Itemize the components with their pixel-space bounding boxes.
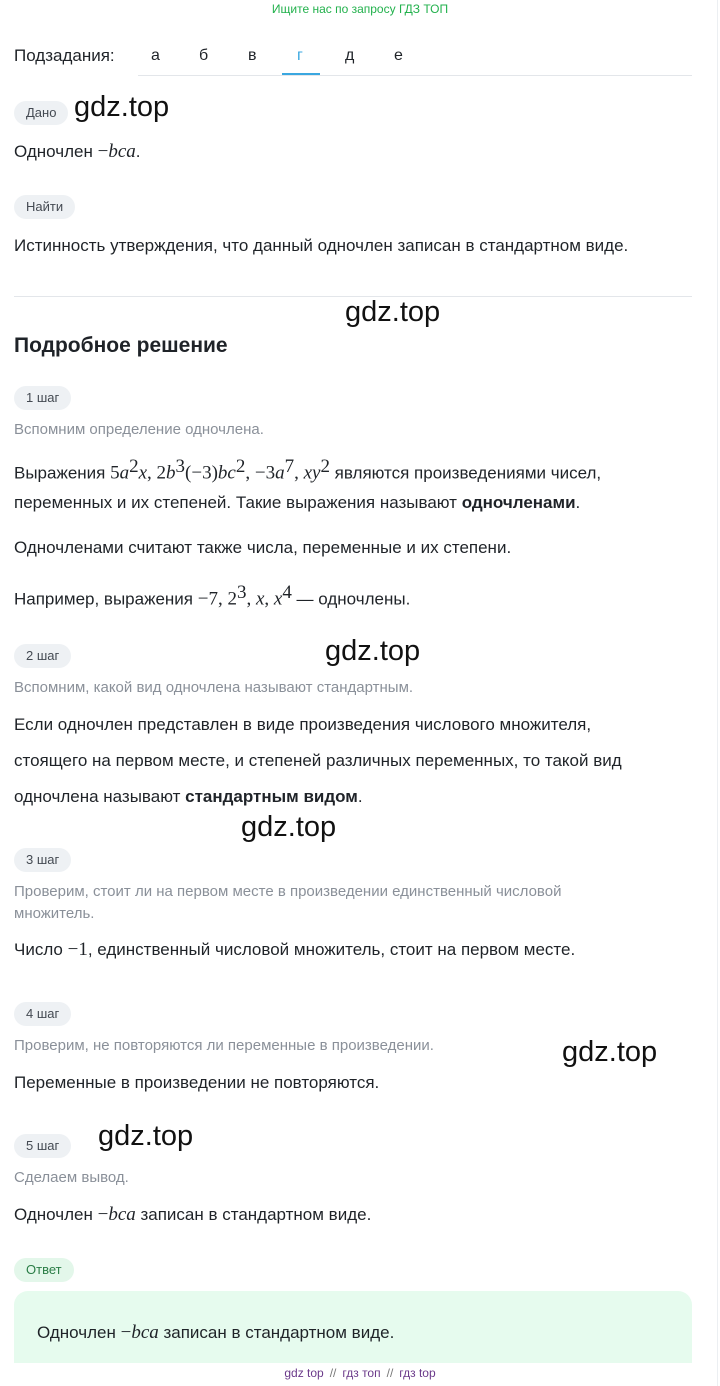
tab-g-active[interactable]: г xyxy=(297,47,303,64)
step-4-badge: 4 шаг xyxy=(14,1002,71,1026)
step-2-hint: Вспомним, какой вид одночлена называют стандартным. xyxy=(14,679,414,696)
step-2-badge: 2 шаг xyxy=(14,644,71,668)
given-badge: Дано xyxy=(14,101,68,125)
right-border xyxy=(717,0,718,1386)
subtasks-label: Подзадания: xyxy=(14,46,115,65)
step-1-hint: Вспомним определение одночлена. xyxy=(14,421,264,438)
watermark: gdz.top xyxy=(241,811,337,843)
footer-link-2[interactable]: гдз топ xyxy=(342,1366,381,1380)
tab-e[interactable]: е xyxy=(394,47,403,64)
step-2-line-1: Если одночлен представлен в виде произведения числового множителя, xyxy=(14,715,592,734)
step-5-badge: 5 шаг xyxy=(14,1134,71,1158)
given-text: Одночлен −bca. xyxy=(14,141,141,162)
step-1-line-1: Выражения $5a^2x$, $2b^3(-3)bc^2$, $-3a^7$, $xy^2$ являются произведениями чисел, xyxy=(14,456,602,484)
step-3-hint-line-1: Проверим, стоит ли на первом месте в произведении единственный числовой xyxy=(14,883,562,900)
watermark: gdz.top xyxy=(74,91,170,123)
solution-title: Подробное решение xyxy=(14,334,228,357)
footer-link-1[interactable]: gdz top xyxy=(284,1366,324,1380)
step-3-badge: 3 шаг xyxy=(14,848,71,872)
active-tab-underline xyxy=(282,73,320,75)
footer-link-3[interactable]: гдз top xyxy=(399,1366,436,1380)
step-5-hint: Сделаем вывод. xyxy=(14,1169,129,1186)
footer-links xyxy=(0,1366,720,1380)
step-1-line-2: переменных и их степеней. Такие выражения называют одночленами. xyxy=(14,493,581,512)
step-2-line-2: стоящего на первом месте, и степеней различных переменных, то такой вид xyxy=(14,751,622,770)
step-1-badge: 1 шаг xyxy=(14,386,71,410)
tab-d[interactable]: д xyxy=(345,47,355,64)
watermark: gdz.top xyxy=(562,1036,658,1068)
step-3-hint-line-2: множитель. xyxy=(14,905,95,922)
footer-separator: // xyxy=(329,1366,337,1380)
step-5-text: Одночлен −bca записан в стандартном виде. xyxy=(14,1204,372,1225)
watermark: gdz.top xyxy=(325,635,421,667)
step-1-line-4: Например, выражения −7, $2^3$, x, $x^4$ — одночлены. xyxy=(14,582,411,610)
tab-b[interactable]: б xyxy=(199,47,209,64)
footer-separator: // xyxy=(386,1366,394,1380)
watermark: gdz.top xyxy=(98,1120,194,1152)
answer-text: Одночлен −bca записан в стандартном виде. xyxy=(37,1322,395,1343)
step-4-hint: Проверим, не повторяются ли переменные в произведении. xyxy=(14,1037,434,1054)
tabs-divider xyxy=(138,75,692,76)
search-banner[interactable]: Ищите нас по запросу ГДЗ ТОП xyxy=(271,2,449,16)
find-badge: Найти xyxy=(14,195,75,219)
step-1-line-3: Одночленами считают также числа, переменные и их степени. xyxy=(14,538,512,557)
answer-badge: Ответ xyxy=(14,1258,74,1282)
tab-a[interactable]: а xyxy=(151,47,160,64)
watermark: gdz.top xyxy=(345,296,441,328)
step-2-line-3: одночлена называют стандартным видом. xyxy=(14,787,363,806)
step-4-text: Переменные в произведении не повторяются. xyxy=(14,1073,380,1092)
find-text: Истинность утверждения, что данный одночлен записан в стандартном виде. xyxy=(14,236,629,255)
tab-v[interactable]: в xyxy=(248,47,257,64)
step-3-text: Число −1, единственный числовой множитель, стоит на первом месте. xyxy=(14,939,576,960)
